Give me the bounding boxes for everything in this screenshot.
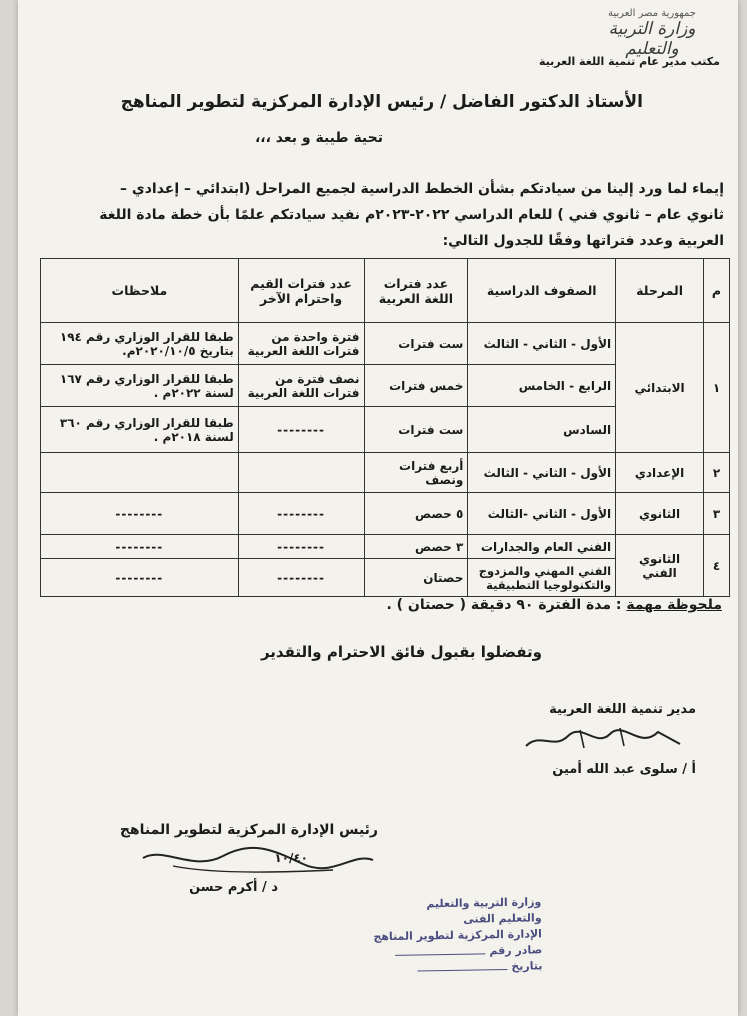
stage-num: ٤ [704,535,730,597]
table-row [41,453,730,493]
stage-num: ١ [704,323,730,453]
important-note [386,597,722,613]
stage-num: ٢ [704,453,730,493]
approval-date-scrawl: ١٠/٤٠ [274,851,308,865]
grades-cell: الفني العام والجدارات [468,535,616,559]
arabic-periods-cell: ست فترات [364,323,468,365]
stamp-date-label: بتاريخ [511,959,543,973]
department-line: مكتب مدير عام تنمية اللغة العربية [538,55,720,68]
notes-cell: طبقا للقرار الوزاري رقم ١٩٤ بتاريخ ٢٠٢٠/١٠/٥م. [41,323,239,365]
stage-name: الإعدادي [616,453,704,493]
values-periods-cell [238,453,364,493]
signature-image [520,722,690,758]
values-periods-cell: نصف فترة من فترات اللغة العربية [238,365,364,407]
stamp-line-3: الإدارة المركزية لتطوير المناهج [373,927,542,944]
arabic-periods-cell: حصتان [364,559,468,597]
note-label: ملحوظة مهمة [626,597,722,613]
notes-cell: طبقا للقرار الوزاري رقم ١٦٧ لسنة ٢٠٢٢م . [41,365,239,407]
notes-cell [41,453,239,493]
arabic-periods-cell: خمس فترات [364,365,468,407]
header-notes: ملاحظات [41,259,239,323]
arabic-periods-cell: أربع فترات ونصف [364,453,468,493]
stamp-issued-label: صادر رقم [489,943,543,958]
table-row [41,323,730,365]
stage-name: الثانوي الفني [616,535,704,597]
values-periods-cell: -------- [238,407,364,453]
approval-signature-image [133,842,383,878]
emblem-caption: جمهورية مصر العربية [608,8,696,19]
values-periods-cell: -------- [238,559,364,597]
arabic-periods-cell: ٥ حصص [364,493,468,535]
signatory-name: أ / سلوى عبد الله أمين [552,762,696,777]
header-arabic-periods: عدد فترات اللغة العربية [364,259,468,323]
grades-cell: الأول - الثاني -الثالث [468,493,616,535]
arabic-periods-cell: ٣ حصص [364,535,468,559]
grades-cell: السادس [468,407,616,453]
table-row [41,535,730,559]
arabic-periods-cell: ست فترات [364,407,468,453]
header-stage: المرحلة [616,259,704,323]
grades-cell: الفني المهني والمزدوج والتكنولوجيا التطبيقية [468,559,616,597]
table-header-row [41,259,730,323]
body-line-1: إيماء لما ورد إلينا من سيادتكم بشأن الخطط الدراسية لجميع المراحل (ابتدائي – إعدادي – [120,181,724,197]
grades-cell: الأول - الثاني - الثالث [468,453,616,493]
periods-table [40,258,730,597]
note-text: : مدة الفترة ٩٠ دقيقة ( حصتان ) . [386,597,622,613]
notes-cell: -------- [41,535,239,559]
greeting: تحية طيبة و بعد ،،، [254,130,383,146]
signatory-title: مدير تنمية اللغة العربية [549,702,696,717]
stamp-line-1: وزارة التربية والتعليم [426,895,542,911]
header-grades: الصفوف الدراسية [468,259,616,323]
notes-cell: طبقا للقرار الوزاري رقم ٣٦٠ لسنة ٢٠١٨م . [41,407,239,453]
table-row [41,493,730,535]
header-num: م [704,259,730,323]
stamp-date [352,958,542,977]
stamp-line-2: والتعليم الفنى [463,911,542,926]
letter-page [18,0,738,1016]
values-periods-cell: فترة واحدة من فترات اللغة العربية [238,323,364,365]
grades-cell: الأول - الثاني - الثالث [468,323,616,365]
closing-line: وتفضلوا بقبول فائق الاحترام والتقدير [260,643,542,661]
body-line-2: ثانوي عام – ثانوي فني ) للعام الدراسي ٢٠٢٢-٢٠٢٣م نفيد سيادتكم علمًا بأن خطة مادة اللغة [99,207,724,223]
values-periods-cell: -------- [238,535,364,559]
notes-cell: -------- [41,493,239,535]
address-line: الأستاذ الدكتور الفاضل / رئيس الإدارة المركزية لتطوير المناهج [120,92,643,112]
ministry-script-logo: وزارة التربية والتعليم [608,19,696,59]
approval-title: رئيس الإدارة المركزية لتطوير المناهج [119,822,378,838]
stage-name: الثانوي [616,493,704,535]
body-line-3: العربية وعدد فتراتها وفقًا للجدول التالي: [442,233,724,249]
values-periods-cell: -------- [238,493,364,535]
header-values-periods: عدد فترات القيم واحترام الآخر [238,259,364,323]
approval-name: د / أكرم حسن [189,880,278,895]
official-stamp [351,894,543,989]
notes-cell: -------- [41,559,239,597]
stage-num: ٣ [704,493,730,535]
ministry-letterhead [582,8,722,59]
grades-cell: الرابع - الخامس [468,365,616,407]
stage-name: الابتدائي [616,323,704,453]
